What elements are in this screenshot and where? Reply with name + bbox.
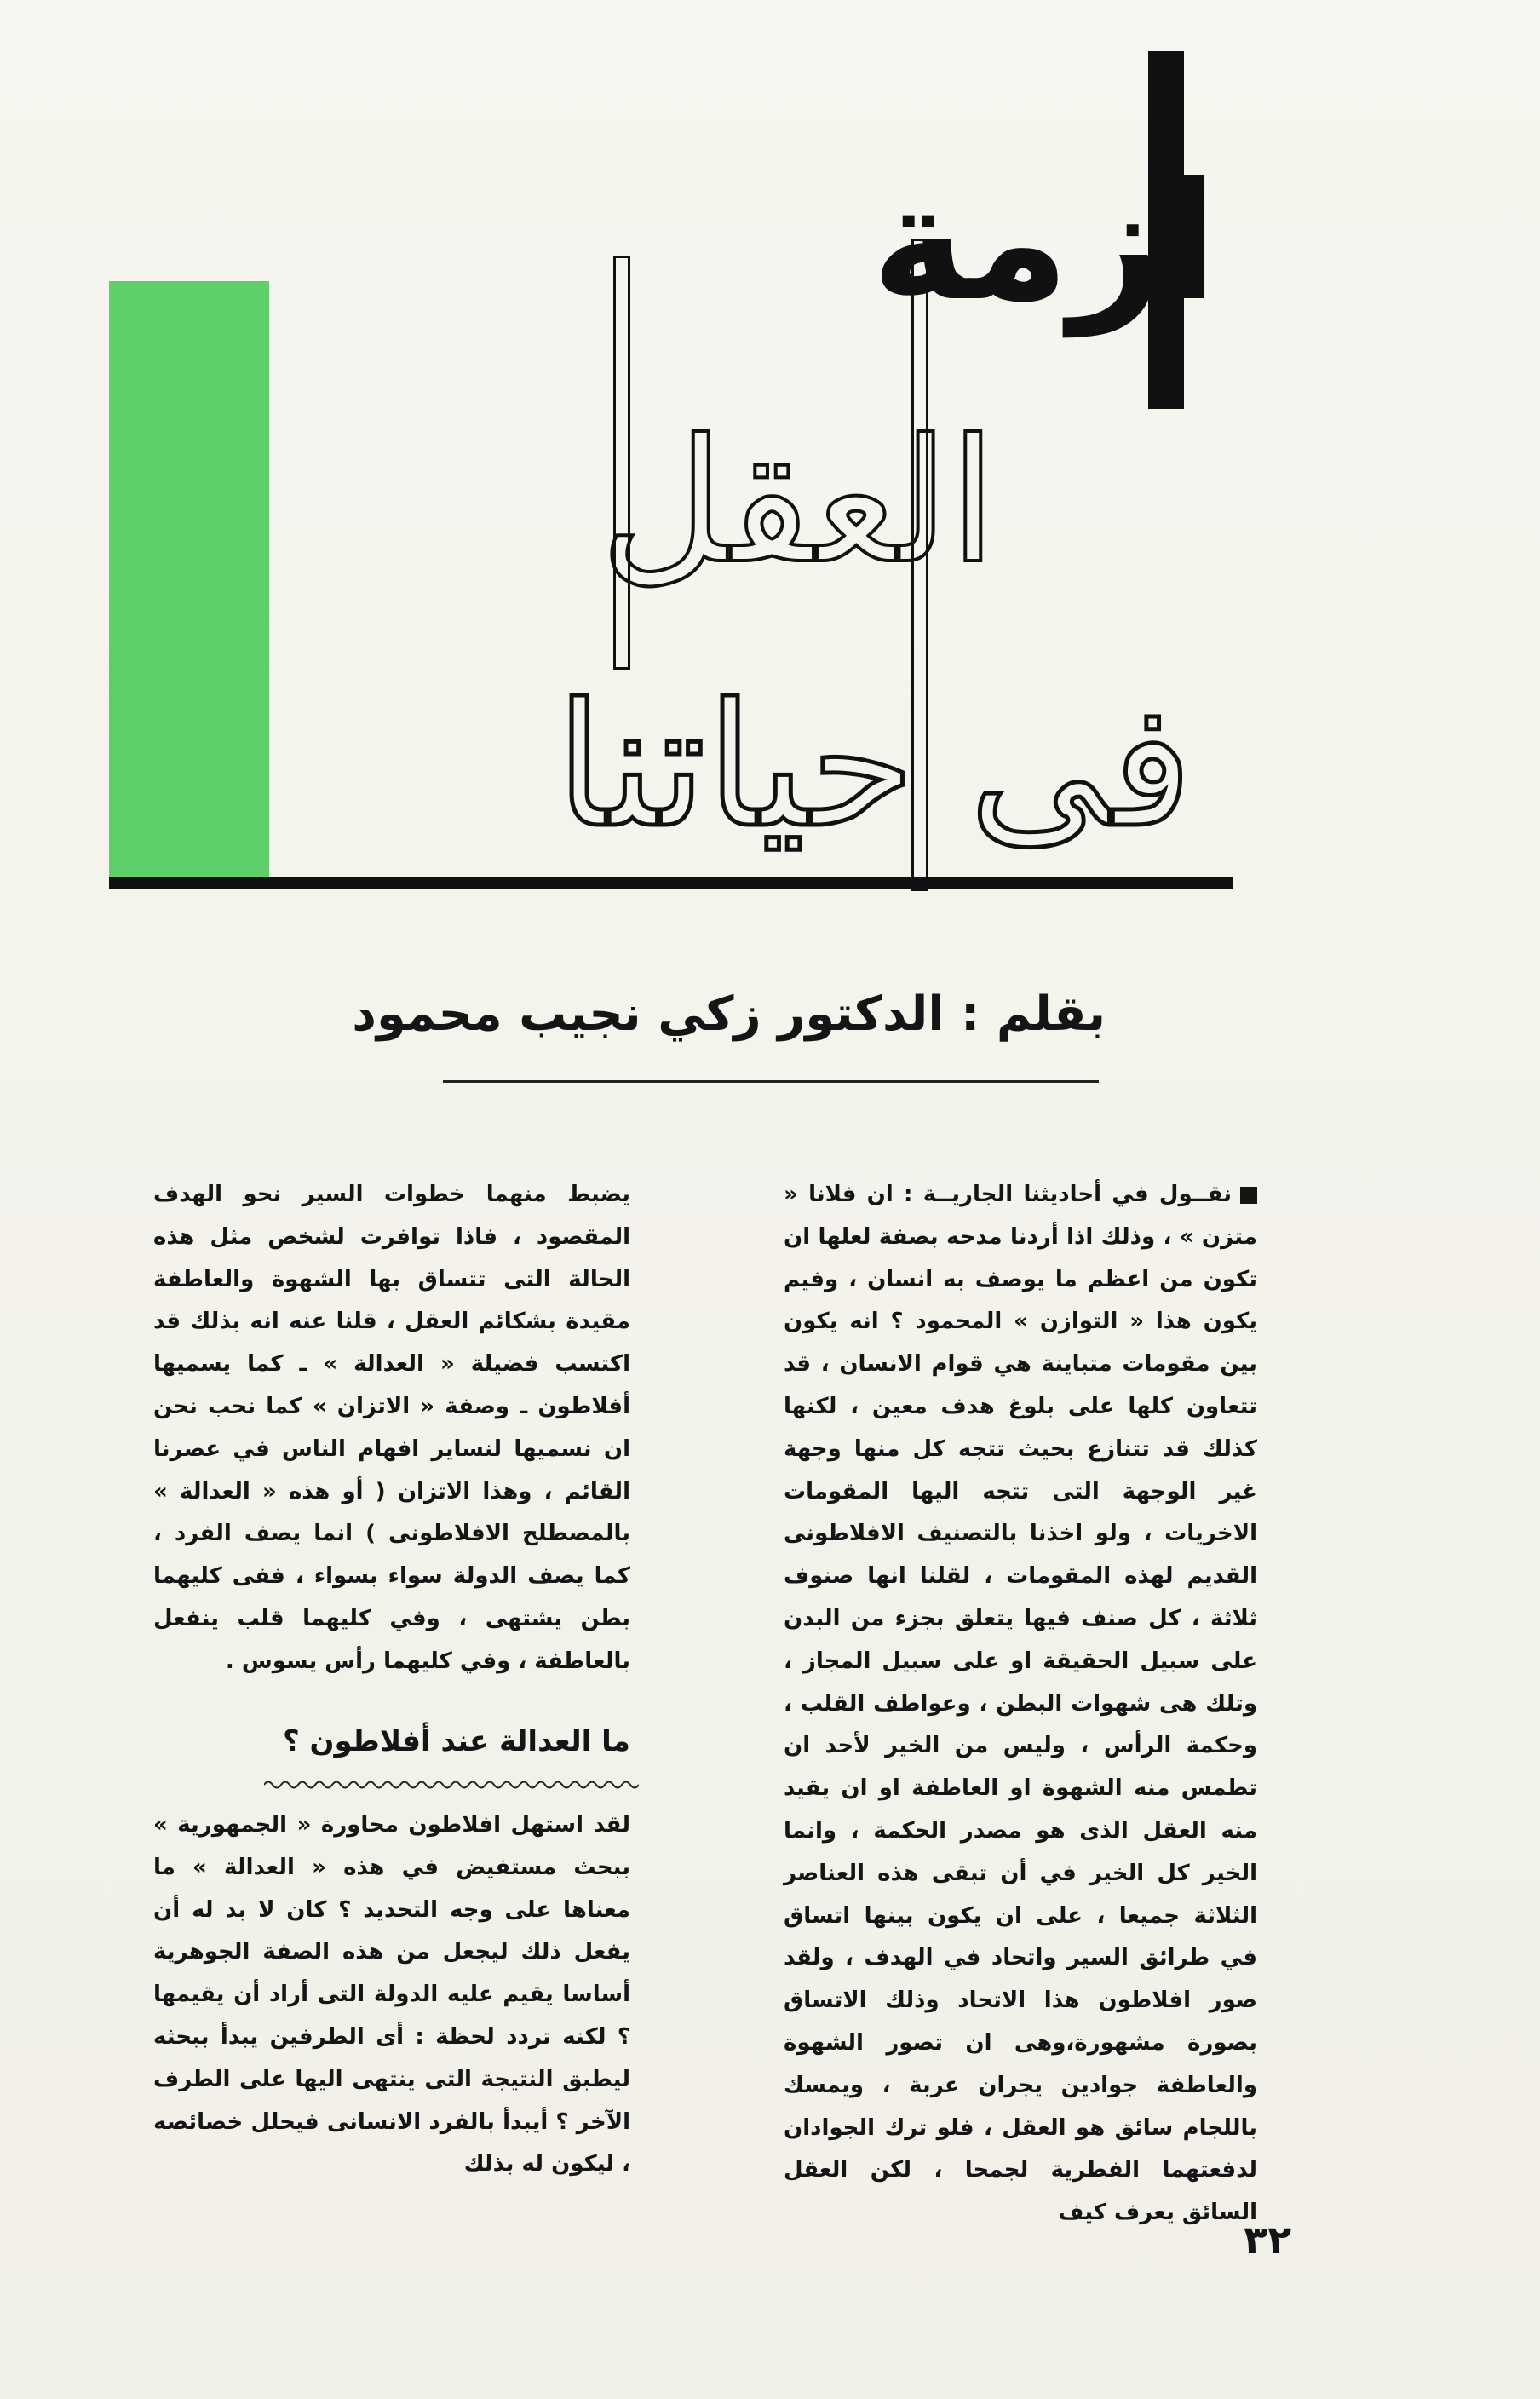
- title-word-crisis: ازمة: [871, 148, 1218, 337]
- byline-underline: [443, 1080, 1099, 1083]
- article-paragraph: [784, 1174, 1257, 2235]
- square-bullet-icon: [1240, 1187, 1257, 1204]
- paragraph-text: نقــول في أحاديثنا الجاريــة : ان فلانا « متزن » ، وذلك اذا أردنا مدحه بصفة لعلها ان تكون من اعظم ما يوصف به انسان ، وفيم يكون هذا « التوازن » المحمود ؟ انه يكون بين مقومات متباينة هي قوام الانسان ، قد تتعاون كلها على بلوغ هدف معين ، لكنها كذلك قد تتنازع بحيث تتجه كل منها وجهة غير الوجهة التى تتجه اليها المقومات الاخريات ، ولو اخذنا بالتصنيف الافلاطونى القديم لهذه المقومات ، لقلنا انها صنوف ثلاثة ، كل صنف فيها يتعلق بجزء من البدن على سبيل الحقيقة او على سبيل المجاز ، وتلك هى شهوات البطن ، وعواطف القلب ، وحكمة الرأس ، وليس من الخير لأحد ان تطمس منه الشهوة او العاطفة او ان يقيد منه العقل الذى هو مصدر الحكمة ، وانما الخير كل الخير في أن تبقى هذه العناصر الثلاثة جميعا ، على ان يكون بينها اتساق في طرائق السير واتحاد في الهدف ، ولقد صور افلاطون هذا الاتحاد وذلك الاتساق بصورة مشهورة،وهى ان تصور الشهوة والعاطفة جوادين يجران عربة ، ويمسك باللجام سائق هو العقل ، فلو ترك الجوادان لدفعتهما الفطرية لجمحا ، لكن العقل السائق يعرف كيف: [784, 1182, 1257, 2226]
- article-column-right: [784, 1174, 1257, 2235]
- title-word-mind: العقل: [600, 403, 997, 601]
- article-column-left-bottom: [153, 1804, 630, 2186]
- title-phrase-in-our-lives: فى حياتنا: [555, 667, 1192, 866]
- article-paragraph: يضبط منهما خطوات السير نحو الهدف المقصود ، فاذا توافرت لشخص مثل هذه الحالة التى تتساق بها الشهوة والعاطفة مقيدة بشكائم العقل ، قلنا عنه انه بذلك قد اكتسب فضيلة « العدالة » ـ كما يسميها أفلاطون ـ وصفة « الاتزان » كما نحب نحن ان نسميها لنساير افهام الناس في عصرنا القائم ، وهذا الاتزان ( أو هذه « العدالة » بالمصطلح الافلاطونى ) انما يصف الفرد ، كما يصف الدولة سواء بسواء ، ففى كليهما بطن يشتهى ، وفي كليهما قلب ينفعل بالعاطفة ، وفي كليهما رأس يسوس .: [153, 1182, 630, 1674]
- title-base-rule: [109, 877, 1233, 889]
- article-paragraph: لقد استهل افلاطون محاورة « الجمهورية » ببحث مستفيض في هذه « العدالة » ما معناها على وجه التحديد ؟ كان لا بد له أن يفعل ذلك ليجعل من هذه الصفة الجوهرية أساسا يقيم عليه الدولة التى أراد أن يقيمها ؟ لكنه تردد لحظة : أى الطرفين يبدأ ببحثه ليطبق النتيجة التى ينتهى اليها على الطرف الآخر ؟ أيبدأ بالفرد الانسانى فيحلل خصائصه ، ليكون له بذلك: [153, 1812, 630, 2178]
- author-byline: بقلم : الدكتور زكي نجيب محمود: [352, 987, 1106, 1042]
- green-decorative-block: [109, 281, 269, 886]
- title-art: [256, 17, 1218, 886]
- article-column-left-top: [153, 1174, 630, 1683]
- section-subheading: ما العدالة عند أفلاطون ؟: [282, 1724, 630, 1758]
- page-number: ٣٢: [1244, 2217, 1292, 2263]
- wavy-underline: [264, 1779, 639, 1791]
